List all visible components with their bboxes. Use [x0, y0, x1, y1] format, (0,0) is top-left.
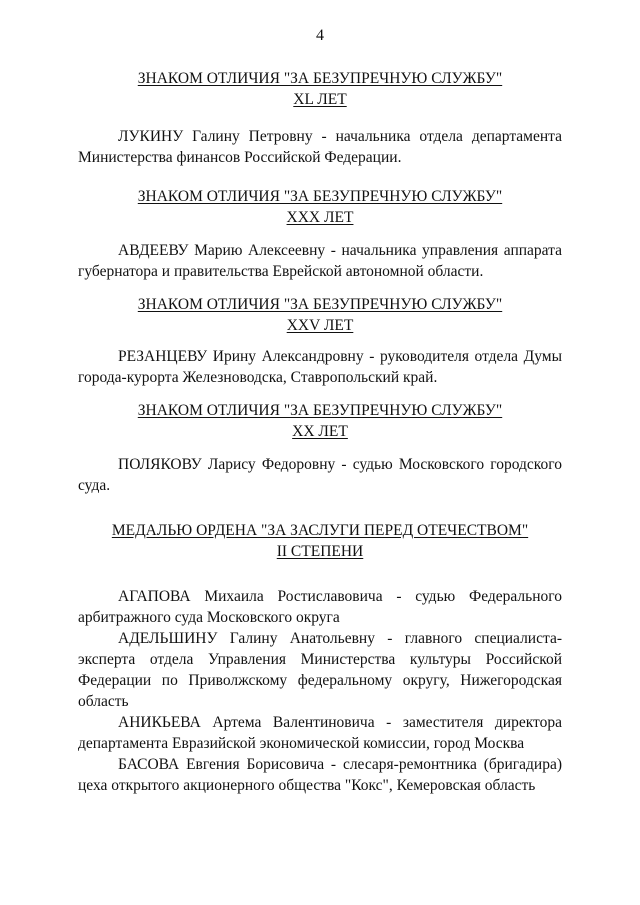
heading-subtitle: II СТЕПЕНИ [276, 543, 364, 560]
heading-title: ЗНАКОМ ОТЛИЧИЯ "ЗА БЕЗУПРЕЧНУЮ СЛУЖБУ" [137, 70, 503, 87]
award-entry [78, 454, 562, 496]
recipient-name: АВДЕЕВУ [118, 242, 189, 259]
recipient-name: ЛУКИНУ [118, 128, 184, 145]
heading-title: МЕДАЛЬЮ ОРДЕНА "ЗА ЗАСЛУГИ ПЕРЕД ОТЕЧЕСТВОМ" [111, 522, 529, 539]
heading-subtitle: XXV ЛЕТ [286, 317, 354, 334]
section-heading [78, 186, 562, 228]
recipient-description: Галину Петровну - начальника отдела департамента Министерства финансов Российской Федерации. [78, 128, 562, 166]
page-number: 4 [316, 27, 324, 44]
recipient-name: АДЕЛЬШИНУ [118, 630, 218, 647]
recipient-description: Галину Анатольевну - главного специалиста-эксперта отдела Управления Министерства культуры Российской Федерации по Приволжскому федеральному округу, Нижегородская область [78, 630, 562, 710]
recipient-description: Марию Алексеевну - начальника управления аппарата губернатора и правительства Еврейской автономной области. [78, 242, 562, 280]
document-body [78, 68, 562, 796]
award-entry [78, 628, 562, 712]
award-entry [78, 586, 562, 628]
heading-title: ЗНАКОМ ОТЛИЧИЯ "ЗА БЕЗУПРЕЧНУЮ СЛУЖБУ" [137, 188, 503, 205]
recipient-name: РЕЗАНЦЕВУ [118, 348, 208, 365]
award-entry [78, 712, 562, 754]
recipient-name: АНИКЬЕВА [118, 714, 201, 731]
recipient-name: ПОЛЯКОВУ [118, 456, 202, 473]
recipient-description: Ирину Александровну - руководителя отдела Думы города-курорта Железноводска, Ставропольский край. [78, 348, 562, 386]
recipient-description: Артема Валентиновича - заместителя директора департамента Евразийской экономической комиссии, город Москва [78, 714, 562, 752]
heading-subtitle: XL ЛЕТ [293, 91, 347, 108]
award-entry [78, 126, 562, 168]
heading-subtitle: XX ЛЕТ [292, 423, 348, 440]
heading-subtitle: XXX ЛЕТ [286, 209, 354, 226]
award-entry [78, 754, 562, 796]
section-heading [78, 400, 562, 442]
recipient-name: АГАПОВА [118, 588, 191, 605]
award-entry [78, 240, 562, 282]
section-heading [78, 68, 562, 110]
heading-title: ЗНАКОМ ОТЛИЧИЯ "ЗА БЕЗУПРЕЧНУЮ СЛУЖБУ" [137, 296, 503, 313]
heading-title: ЗНАКОМ ОТЛИЧИЯ "ЗА БЕЗУПРЕЧНУЮ СЛУЖБУ" [137, 402, 503, 419]
award-entry [78, 346, 562, 388]
recipient-description: Евгения Борисовича - слесаря-ремонтника (бригадира) цеха открытого акционерного общества "Кокс", Кемеровская область [78, 756, 562, 794]
section-heading [78, 520, 562, 562]
recipient-name: БАСОВА [118, 756, 180, 773]
section-heading [78, 294, 562, 336]
recipient-description: Михаила Ростиславовича - судью Федерального арбитражного суда Московского округа [78, 588, 562, 626]
recipient-description: Ларису Федоровну - судью Московского городского суда. [78, 456, 562, 494]
